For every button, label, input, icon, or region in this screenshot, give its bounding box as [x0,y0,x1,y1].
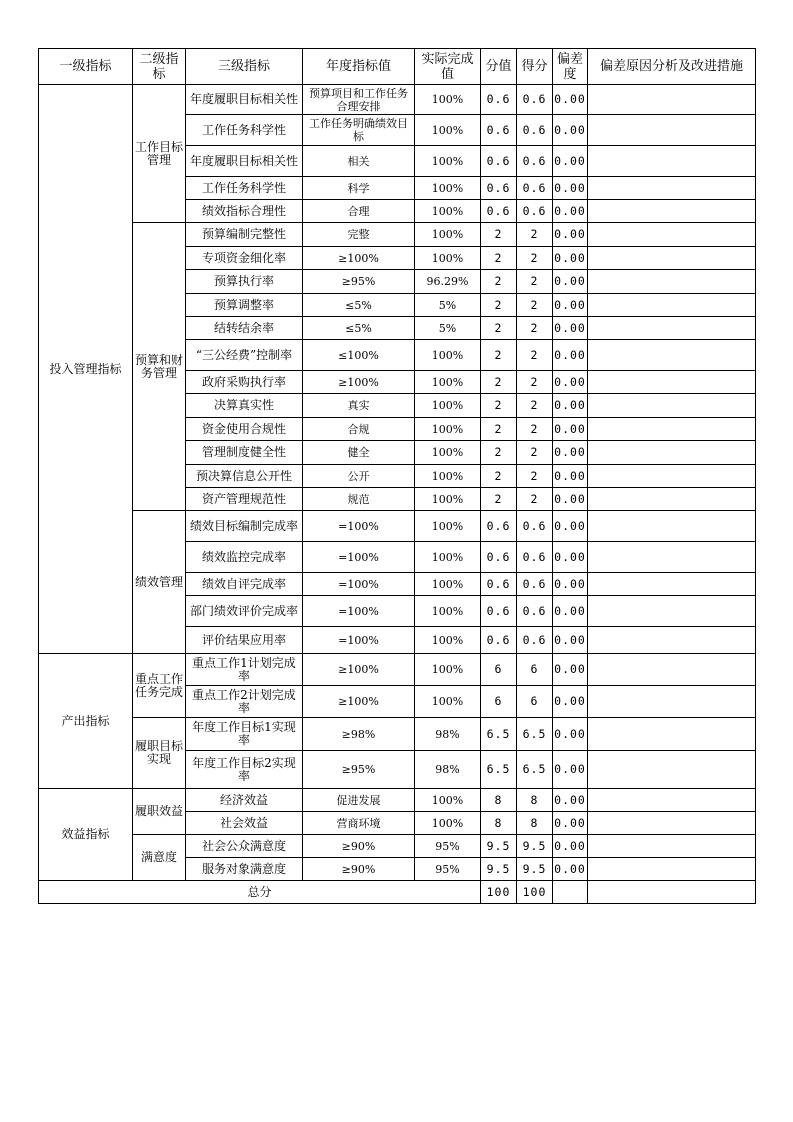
level1-cell: 产出指标 [39,654,133,789]
score-cell: 0.6 [481,542,517,573]
score-cell: 2 [481,371,517,394]
header-actual: 实际完成值 [415,49,481,85]
deviation-cell: 0.00 [553,200,588,223]
actual-cell: 100% [415,223,481,247]
level2-cell: 履职目标实现 [133,718,186,789]
target-cell: 促进发展 [303,789,415,812]
got-cell: 2 [517,418,553,441]
header-note: 偏差原因分析及改进措施 [588,49,756,85]
actual-cell: 95% [415,835,481,858]
note-cell [588,465,756,488]
deviation-cell: 0.00 [553,654,588,686]
deviation-cell: 0.00 [553,371,588,394]
score-cell: 6 [481,654,517,686]
score-cell: 2 [481,340,517,371]
deviation-cell: 0.00 [553,115,588,146]
target-cell: =100% [303,573,415,596]
deviation-cell: 0.00 [553,394,588,418]
target-cell: ≥100% [303,654,415,686]
deviation-cell: 0.00 [553,573,588,596]
note-cell [588,573,756,596]
level3-cell: 预决算信息公开性 [186,465,303,488]
score-cell: 9.5 [481,858,517,881]
target-cell: =100% [303,596,415,627]
note-cell [588,340,756,371]
note-cell [588,85,756,115]
note-cell [588,627,756,654]
deviation-cell: 0.00 [553,177,588,200]
deviation-cell: 0.00 [553,270,588,294]
level3-cell: 服务对象满意度 [186,858,303,881]
level2-cell: 履职效益 [133,789,186,835]
got-cell: 2 [517,247,553,270]
level3-cell: 预算调整率 [186,294,303,317]
target-cell: ≥100% [303,247,415,270]
deviation-cell: 0.00 [553,223,588,247]
level3-cell: 年度工作目标1实现率 [186,718,303,751]
score-cell: 2 [481,294,517,317]
score-cell: 6 [481,686,517,718]
got-cell: 6.5 [517,751,553,789]
note-cell [588,371,756,394]
deviation-cell: 0.00 [553,511,588,542]
actual-cell: 100% [415,596,481,627]
level1-cell: 效益指标 [39,789,133,881]
level3-cell: 预算执行率 [186,270,303,294]
level3-cell: 资金使用合规性 [186,418,303,441]
score-cell: 2 [481,394,517,418]
score-cell: 0.6 [481,177,517,200]
deviation-cell: 0.00 [553,542,588,573]
got-cell: 2 [517,441,553,465]
level3-cell: 绩效指标合理性 [186,200,303,223]
level3-cell: 评价结果应用率 [186,627,303,654]
got-cell: 0.6 [517,85,553,115]
got-cell: 2 [517,394,553,418]
target-cell: ≥100% [303,371,415,394]
target-cell: ≤100% [303,340,415,371]
header-level1: 一级指标 [39,49,133,85]
score-cell: 0.6 [481,200,517,223]
level3-cell: 政府采购执行率 [186,371,303,394]
actual-cell: 100% [415,146,481,177]
got-cell: 2 [517,294,553,317]
score-cell: 0.6 [481,596,517,627]
level3-cell: 年度履职目标相关性 [186,146,303,177]
deviation-cell: 0.00 [553,627,588,654]
actual-cell: 100% [415,247,481,270]
note-cell [588,317,756,340]
note-cell [588,115,756,146]
level2-cell: 满意度 [133,835,186,881]
score-cell: 0.6 [481,511,517,542]
note-cell [588,270,756,294]
table-row [39,718,756,751]
level3-cell: 年度工作目标2实现率 [186,751,303,789]
level3-cell: 结转结余率 [186,317,303,340]
got-cell: 9.5 [517,835,553,858]
total-row [39,881,756,904]
got-cell: 0.6 [517,115,553,146]
deviation-cell: 0.00 [553,418,588,441]
actual-cell: 5% [415,294,481,317]
deviation-cell: 0.00 [553,718,588,751]
note-cell [588,812,756,835]
performance-table [38,48,756,904]
deviation-cell: 0.00 [553,340,588,371]
level3-cell: 经济效益 [186,789,303,812]
header-got: 得分 [517,49,553,85]
deviation-cell: 0.00 [553,317,588,340]
target-cell: 相关 [303,146,415,177]
target-cell: ≥90% [303,858,415,881]
table-row [39,511,756,542]
got-cell: 2 [517,465,553,488]
note-cell [588,223,756,247]
target-cell: ≥98% [303,718,415,751]
got-cell: 0.6 [517,146,553,177]
actual-cell: 100% [415,573,481,596]
target-cell: ≥90% [303,835,415,858]
level1-cell: 投入管理指标 [39,85,133,654]
deviation-cell: 0.00 [553,751,588,789]
score-cell: 9.5 [481,835,517,858]
level3-cell: 绩效监控完成率 [186,542,303,573]
actual-cell: 98% [415,718,481,751]
got-cell: 2 [517,488,553,511]
actual-cell: 100% [415,812,481,835]
actual-cell: 100% [415,371,481,394]
target-cell: 真实 [303,394,415,418]
actual-cell: 100% [415,789,481,812]
deviation-cell: 0.00 [553,812,588,835]
header-target: 年度指标值 [303,49,415,85]
note-cell [588,686,756,718]
actual-cell: 100% [415,465,481,488]
got-cell: 2 [517,340,553,371]
actual-cell: 100% [415,654,481,686]
note-cell [588,488,756,511]
got-cell: 8 [517,812,553,835]
target-cell: ≥95% [303,270,415,294]
note-cell [588,596,756,627]
actual-cell: 100% [415,418,481,441]
target-cell: 完整 [303,223,415,247]
header-deviation: 偏差度 [553,49,588,85]
deviation-cell: 0.00 [553,596,588,627]
target-cell: 公开 [303,465,415,488]
note-cell [588,858,756,881]
actual-cell: 95% [415,858,481,881]
note-cell [588,394,756,418]
level3-cell: 预算编制完整性 [186,223,303,247]
got-cell: 9.5 [517,858,553,881]
table-row [39,654,756,686]
deviation-cell: 0.00 [553,247,588,270]
actual-cell: 100% [415,394,481,418]
level2-cell: 预算和财务管理 [133,223,186,511]
actual-cell: 100% [415,340,481,371]
score-cell: 6.5 [481,718,517,751]
note-cell [588,654,756,686]
level3-cell: 年度履职目标相关性 [186,85,303,115]
level2-cell: 工作目标管理 [133,85,186,223]
got-cell: 0.6 [517,200,553,223]
target-cell: 工作任务明确绩效目标 [303,115,415,146]
score-cell: 0.6 [481,573,517,596]
score-cell: 2 [481,465,517,488]
target-cell: ≤5% [303,317,415,340]
got-cell: 6 [517,654,553,686]
note-cell [588,441,756,465]
deviation-cell: 0.00 [553,85,588,115]
note-cell [588,247,756,270]
table-row [39,835,756,858]
total-deviation [553,881,588,904]
total-note [588,881,756,904]
level3-cell: 决算真实性 [186,394,303,418]
level2-cell: 重点工作任务完成 [133,654,186,718]
deviation-cell: 0.00 [553,294,588,317]
got-cell: 6.5 [517,718,553,751]
score-cell: 0.6 [481,85,517,115]
level3-cell: 资产管理规范性 [186,488,303,511]
got-cell: 2 [517,317,553,340]
actual-cell: 96.29% [415,270,481,294]
deviation-cell: 0.00 [553,146,588,177]
actual-cell: 100% [415,177,481,200]
got-cell: 0.6 [517,542,553,573]
note-cell [588,751,756,789]
level3-cell: 绩效目标编制完成率 [186,511,303,542]
table-row [39,85,756,115]
level3-cell: 重点工作1计划完成率 [186,654,303,686]
target-cell: =100% [303,511,415,542]
score-cell: 8 [481,812,517,835]
score-cell: 8 [481,789,517,812]
level3-cell: 工作任务科学性 [186,177,303,200]
score-cell: 6.5 [481,751,517,789]
target-cell: 营商环境 [303,812,415,835]
actual-cell: 98% [415,751,481,789]
target-cell: 健全 [303,441,415,465]
actual-cell: 100% [415,441,481,465]
actual-cell: 100% [415,686,481,718]
target-cell: 合理 [303,200,415,223]
note-cell [588,146,756,177]
level3-cell: 社会公众满意度 [186,835,303,858]
level3-cell: 工作任务科学性 [186,115,303,146]
target-cell: ≥95% [303,751,415,789]
deviation-cell: 0.00 [553,686,588,718]
level3-cell: 重点工作2计划完成率 [186,686,303,718]
total-label: 总分 [39,881,481,904]
deviation-cell: 0.00 [553,441,588,465]
table-row [39,223,756,247]
got-cell: 0.6 [517,627,553,654]
score-cell: 2 [481,270,517,294]
actual-cell: 5% [415,317,481,340]
target-cell: ≥100% [303,686,415,718]
got-cell: 2 [517,223,553,247]
level3-cell: 管理制度健全性 [186,441,303,465]
table-row [39,789,756,812]
target-cell: 合规 [303,418,415,441]
note-cell [588,511,756,542]
score-cell: 0.6 [481,146,517,177]
target-cell: 预算项目和工作任务合理安排 [303,85,415,115]
total-score: 100 [481,881,517,904]
deviation-cell: 0.00 [553,465,588,488]
target-cell: 科学 [303,177,415,200]
header-score: 分值 [481,49,517,85]
actual-cell: 100% [415,488,481,511]
actual-cell: 100% [415,200,481,223]
got-cell: 2 [517,371,553,394]
note-cell [588,177,756,200]
actual-cell: 100% [415,542,481,573]
deviation-cell: 0.00 [553,488,588,511]
note-cell [588,542,756,573]
got-cell: 8 [517,789,553,812]
score-cell: 2 [481,247,517,270]
got-cell: 2 [517,270,553,294]
header-level3: 三级指标 [186,49,303,85]
header-row [39,49,756,85]
level3-cell: 绩效自评完成率 [186,573,303,596]
actual-cell: 100% [415,85,481,115]
target-cell: ≤5% [303,294,415,317]
score-cell: 0.6 [481,115,517,146]
score-cell: 2 [481,488,517,511]
score-cell: 2 [481,441,517,465]
actual-cell: 100% [415,627,481,654]
deviation-cell: 0.00 [553,789,588,812]
actual-cell: 100% [415,115,481,146]
got-cell: 6 [517,686,553,718]
level3-cell: 社会效益 [186,812,303,835]
target-cell: =100% [303,542,415,573]
note-cell [588,718,756,751]
note-cell [588,835,756,858]
note-cell [588,789,756,812]
got-cell: 0.6 [517,511,553,542]
level2-cell: 绩效管理 [133,511,186,654]
note-cell [588,418,756,441]
note-cell [588,294,756,317]
header-level2: 二级指标 [133,49,186,85]
level3-cell: “三公经费”控制率 [186,340,303,371]
score-cell: 2 [481,317,517,340]
level3-cell: 专项资金细化率 [186,247,303,270]
deviation-cell: 0.00 [553,835,588,858]
total-got: 100 [517,881,553,904]
target-cell: =100% [303,627,415,654]
deviation-cell: 0.00 [553,858,588,881]
score-cell: 2 [481,223,517,247]
got-cell: 0.6 [517,573,553,596]
target-cell: 规范 [303,488,415,511]
got-cell: 0.6 [517,596,553,627]
got-cell: 0.6 [517,177,553,200]
note-cell [588,200,756,223]
level3-cell: 部门绩效评价完成率 [186,596,303,627]
actual-cell: 100% [415,511,481,542]
score-cell: 2 [481,418,517,441]
score-cell: 0.6 [481,627,517,654]
